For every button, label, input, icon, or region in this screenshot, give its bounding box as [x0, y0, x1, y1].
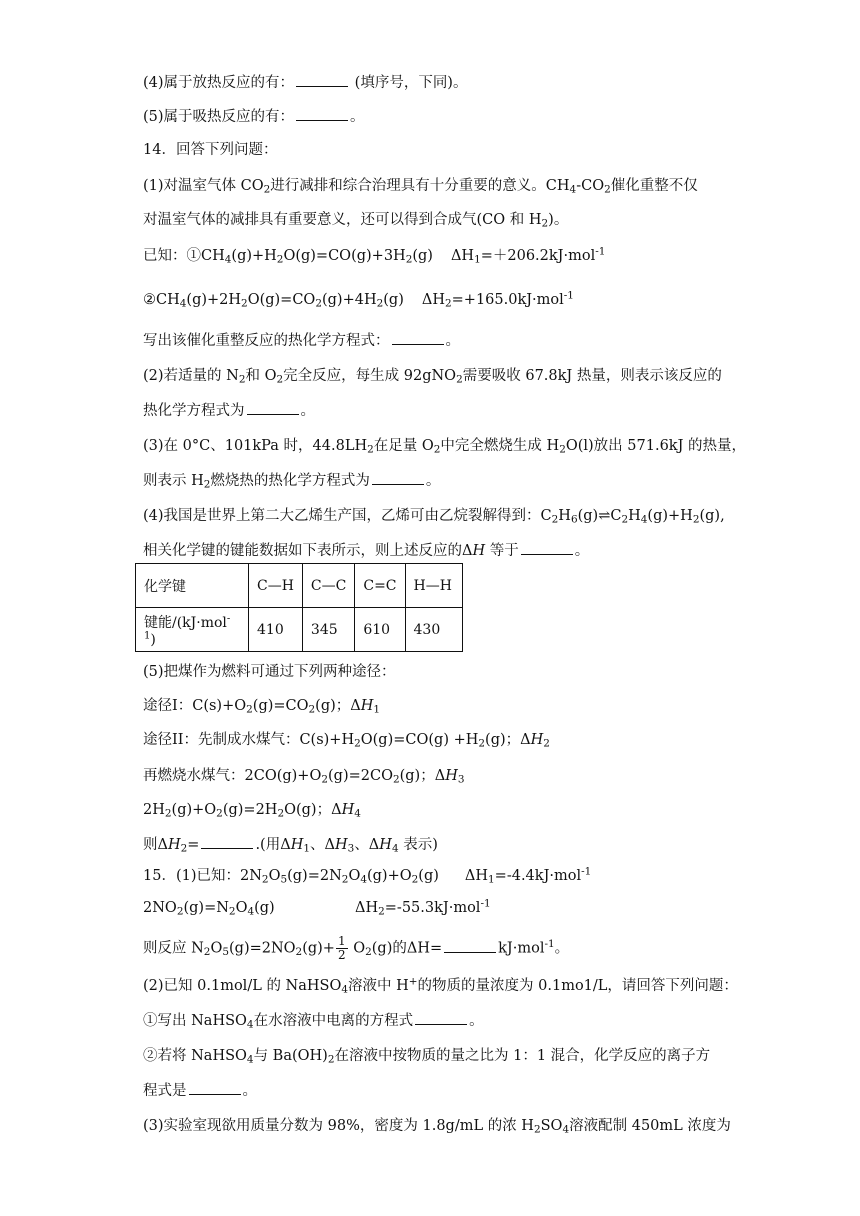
q15-part2-item2-line1: ②若将 NaHSO$_4$与 $Ba(OH)_2$在溶液中按物质的量之比为 1：1 混合，化学反应的离子方 — [143, 1048, 711, 1066]
equation-2: $②CH_4(g)+2H_2O(g)=CO_2(g)+4H_2(g)$ $\Delta H_2=+165.0kJ\cdot mol^{-1}$ — [143, 289, 574, 310]
q15-part1-eq2: $2NO_2(g)=N_2O_4(g)$ $\Delta H_2=-55.3kJ\cdot mol^{-1}$ — [143, 897, 491, 918]
answer-blank[interactable] — [521, 540, 573, 555]
q13-part5: (5)属于吸热反应的有： 。 — [143, 106, 365, 127]
q14-part3-line2: 则表示 $H_2$燃烧热的热化学方程式为 。 — [143, 470, 440, 491]
equation-1: 已知：$①CH_4(g)+H_2O(g)=CO(g)+3H_2(g)$ $\Delta H_1=+206.2kJ\cdot mol^{-1}$ — [143, 245, 606, 266]
q15-part2-line1: (2)已知 0.1mol/L 的 NaHSO$_4$溶液中 H+的物质的量浓度为 0.1mo1/L，请回答下列问题： — [143, 975, 738, 996]
answer-blank[interactable] — [296, 106, 348, 121]
q14-part2-line1: (2)若适量的 $N_2$和 $O_2$完全反应，每生成 92gNO$_2$需要吸收 67.8kJ 热量，则表示该反应的 — [143, 368, 722, 386]
table-cell: 410 — [249, 608, 303, 652]
table-cell: C—H — [249, 564, 303, 608]
q14-heading: 14．回答下列问题： — [143, 142, 278, 158]
table-header-row — [136, 564, 463, 608]
q14-part5-prompt: 则$\Delta H_2=$ .(用$\Delta H_1$、$\Delta H_3$、$\Delta H_4$ 表示) — [143, 834, 438, 855]
table-cell: 化学键 — [136, 564, 249, 608]
q15-part2-item1: ①写出 NaHSO$_4$在水溶液中电离的方程式 。 — [143, 1010, 484, 1031]
table-cell: H—H — [405, 564, 462, 608]
table-cell: 610 — [355, 608, 405, 652]
q14-part2-line2: 热化学方程式为 。 — [143, 400, 315, 421]
q15-part1-prompt: 则反应 $N_2O_5(g)=2NO_2(g)+$ $\frac{1}{2}$ $O_2(g)$的ΔH= kJ·mol$^{-1}$。 — [143, 934, 570, 962]
table-row — [136, 608, 463, 652]
bond-energy-table — [135, 563, 463, 652]
answer-blank[interactable] — [444, 938, 496, 953]
fraction-one-half: $\frac{1}{2}$ — [337, 934, 346, 962]
q14-part1-line1: (1)对温室气体 $CO_2$进行减排和综合治理具有十分重要的意义。$CH_4-CO_2$催化重整不仅 — [143, 178, 698, 196]
q14-part4-line2: 相关化学键的键能数据如下表所示，则上述反应的ΔH 等于 。 — [143, 540, 589, 561]
table-cell: 430 — [405, 608, 462, 652]
q13-part4: (4)属于放热反应的有： (填序号，下同)。 — [143, 72, 467, 93]
q14-part3-line1: (3)在 0°C、101kPa 时，$44.8LH_2$在足量 $O_2$中完全燃烧生成 $H_2O(l)$放出 571.6kJ 的热量， — [143, 438, 747, 456]
answer-blank[interactable] — [247, 400, 299, 415]
q15-part1-eq1: 15．(1)已知：$2N_2O_5(g)=2N_2O_4(g)+O_2(g)$ $\Delta H_1=-4.4kJ\cdot mol^{-1}$ — [143, 865, 592, 886]
table-cell: 键能/(kJ·mol$^{-1}$) — [136, 608, 249, 652]
q15-part2-item2-line2: 程式是 。 — [143, 1080, 257, 1101]
q14-part4-line1: (4)我国是世界上第二大乙烯生产国，乙烯可由乙烷裂解得到：$C_2H_6(g)\rightleftharpoons C_2H_4(g)+H_2(g)$, — [143, 508, 725, 526]
answer-blank[interactable] — [372, 470, 424, 485]
route-2-step2: 再燃烧水煤气：$2CO(g)+O_2(g)=2CO_2(g)$；$\Delta H_3$ — [143, 768, 465, 786]
route-2-step3: $2H_2(g)+O_2(g)=2H_2O(g)$；$\Delta H_4$ — [143, 802, 361, 820]
q14-part1-line2: 对温室气体的减排具有重要意义，还可以得到合成气(CO 和 $H_2$)。 — [143, 212, 569, 230]
table-cell: C=C — [355, 564, 405, 608]
answer-blank[interactable] — [392, 330, 444, 345]
answer-blank[interactable] — [415, 1010, 467, 1025]
table-cell: 345 — [302, 608, 354, 652]
route-2-step1: 途径II：先制成水煤气：$C(s)+H_2O(g)=CO(g) +H_2(g)$；$\Delta H_2$ — [143, 732, 550, 750]
q15-part3-line1: (3)实验室现欲用质量分数为 98%，密度为 1.8g/mL 的浓 $H_2SO_4$溶液配制 450mL 浓度为 — [143, 1118, 731, 1136]
route-1: 途径I：$C(s)+O_2(g)=CO_2(g)$；$\Delta H_1$ — [143, 698, 381, 716]
q14-part1-prompt: 写出该催化重整反应的热化学方程式： 。 — [143, 330, 460, 351]
answer-blank[interactable] — [189, 1080, 241, 1095]
answer-blank[interactable] — [296, 72, 348, 87]
table-cell: C—C — [302, 564, 354, 608]
answer-blank[interactable] — [201, 834, 253, 849]
q14-part5-heading: (5)把煤作为燃料可通过下列两种途径： — [143, 664, 396, 680]
